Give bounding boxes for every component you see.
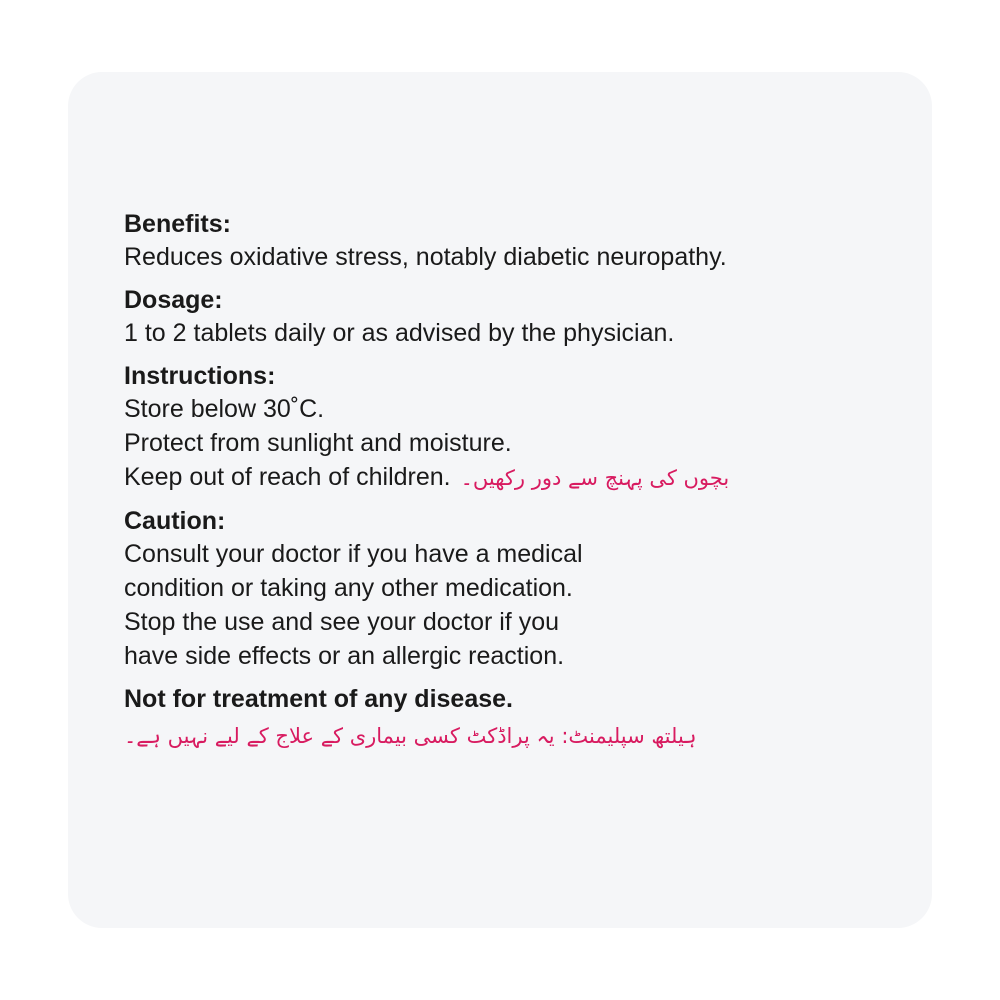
dosage-text: 1 to 2 tablets daily or as advised by the physician. [124,319,675,347]
instruction-line-protect: Protect from sunlight and moisture. [124,429,512,457]
dosage-heading: Dosage: [124,286,223,314]
dosage-section [124,284,904,350]
instructions-heading: Instructions: [124,362,276,390]
info-card [68,72,932,928]
caution-line-4: have side effects or an allergic reaction. [124,642,565,670]
benefits-section [124,208,904,274]
instruction-children-urdu: بچوں کی پہنچ سے دور رکھیں۔ [460,466,730,490]
instructions-section [124,360,904,495]
disclaimer-text: Not for treatment of any disease. [124,685,513,713]
caution-heading: Caution: [124,507,226,535]
disclaimer-section [124,683,904,753]
caution-section [124,505,904,673]
label-content [124,208,904,763]
benefits-text: Reduces oxidative stress, notably diabetic neuropathy. [124,243,727,271]
instruction-line-storage: Store below 30˚C. [124,395,325,423]
instruction-children-text: Keep out of reach of children. [124,463,451,491]
caution-line-2: condition or taking any other medication. [124,574,573,602]
disclaimer-urdu-span: ہیلتھ سپلیمنٹ: یہ پراڈکٹ کسی بیماری کے علاج کے لیے نہیں ہے۔ [124,724,697,748]
benefits-heading: Benefits: [124,210,231,238]
caution-line-1: Consult your doctor if you have a medical [124,540,583,568]
instruction-line-children [124,460,904,495]
caution-line-3: Stop the use and see your doctor if you [124,608,559,636]
disclaimer-urdu-text [124,719,904,753]
